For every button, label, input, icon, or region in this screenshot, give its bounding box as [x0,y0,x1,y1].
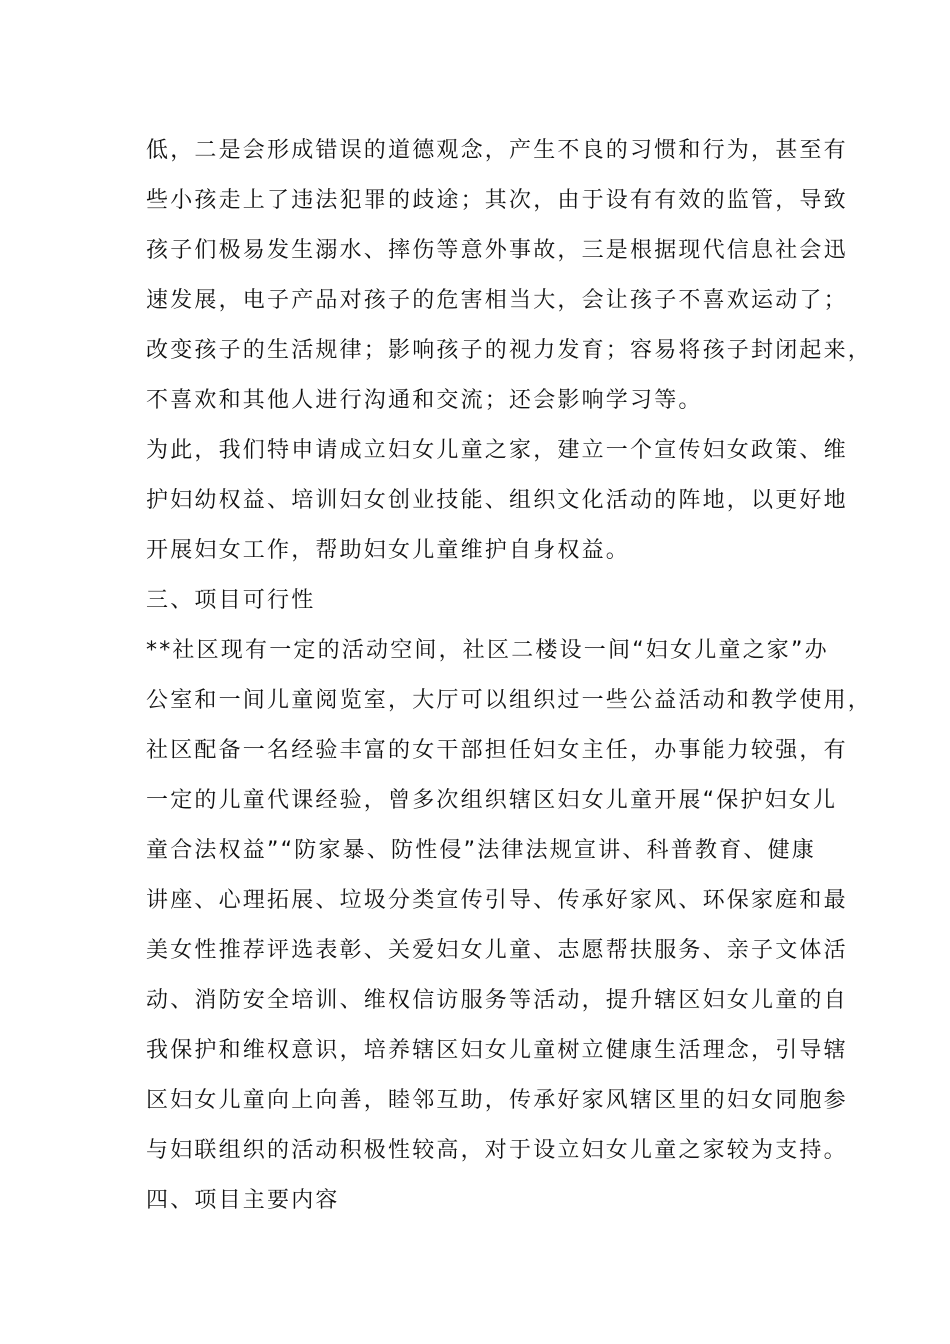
paragraph-line: 讲座、心理拓展、垃圾分类宣传引导、传承好家风、环保家庭和最 [146,888,848,913]
paragraph-line: 为此，我们特申请成立妇女儿童之家，建立一个宣传妇女政策、维 [146,438,848,463]
paragraph-line: 社区配备一名经验丰富的女干部担任妇女主任，办事能力较强，有 [146,738,848,763]
paragraph-line: 公室和一间儿童阅览室，大厅可以组织过一些公益活动和教学使用， [146,688,873,713]
paragraph-line: 童合法权益”“防家暴、防性侵”法律法规宣讲、科普教育、健康 [146,838,816,863]
paragraph-line: 动、消防安全培训、维权信访服务等活动，提升辖区妇女儿童的自 [146,988,848,1013]
paragraph-line: 护妇幼权益、培训妇女创业技能、组织文化活动的阵地，以更好地 [146,488,848,513]
section-heading-main-content: 四、项目主要内容 [146,1188,340,1213]
paragraph-line: 孩子们极易发生溺水、摔伤等意外事故，三是根据现代信息社会迅 [146,238,848,263]
section-heading-feasibility: 三、项目可行性 [146,588,316,613]
paragraph-line: 区妇女儿童向上向善，睦邻互助，传承好家风辖区里的妇女同胞参 [146,1088,848,1113]
paragraph-line: 美女性推荐评选表彰、关爱妇女儿童、志愿帮扶服务、亲子文体活 [146,938,848,963]
paragraph-line: 与妇联组织的活动积极性较高，对于设立妇女儿童之家较为支持。 [146,1138,848,1163]
paragraph-line: 低，二是会形成错误的道德观念，产生不良的习惯和行为，甚至有 [146,138,848,163]
paragraph-line: 一定的儿童代课经验，曾多次组织辖区妇女儿童开展“保护妇女儿 [146,788,838,813]
paragraph-line: 开展妇女工作，帮助妇女儿童维护自身权益。 [146,538,631,563]
paragraph-line: 不喜欢和其他人进行沟通和交流；还会影响学习等。 [146,388,703,413]
paragraph-line: 些小孩走上了违法犯罪的歧途；其次，由于设有有效的监管，导致 [146,188,848,213]
paragraph-line: 改变孩子的生活规律；影响孩子的视力发育；容易将孩子封闭起来， [146,338,873,363]
paragraph-line: **社区现有一定的活动空间，社区二楼设一间“妇女儿童之家”办 [146,638,829,663]
paragraph-line: 速发展，电子产品对孩子的危害相当大，会让孩子不喜欢运动了； [146,288,848,313]
paragraph-line: 我保护和维权意识，培养辖区妇女儿童树立健康生活理念，引导辖 [146,1038,848,1063]
